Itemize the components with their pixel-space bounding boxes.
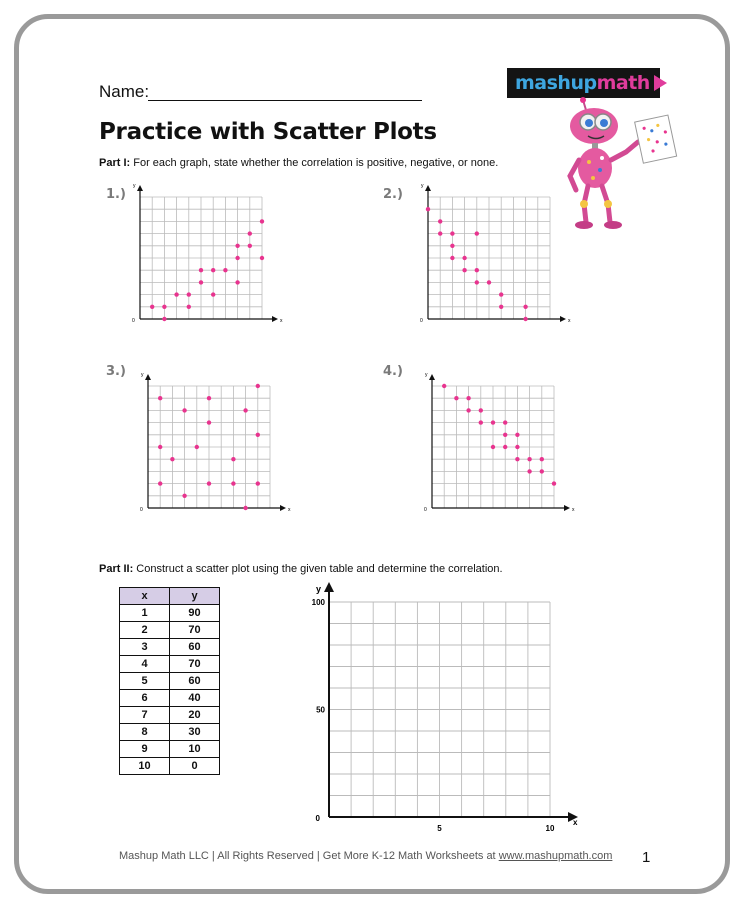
data-point	[438, 219, 442, 223]
question-2-label: 2.)	[383, 187, 403, 202]
data-point	[256, 433, 260, 437]
y-axis-label: y	[133, 183, 136, 189]
table-row	[120, 622, 220, 639]
data-point	[243, 408, 247, 412]
data-point	[199, 280, 203, 284]
footer-link[interactable]: www.mashupmath.com	[498, 850, 613, 862]
data-point	[442, 384, 446, 388]
part2-instructions	[99, 563, 503, 575]
data-point	[260, 256, 264, 260]
table-cell-x: 10	[120, 758, 170, 775]
data-point	[182, 494, 186, 498]
data-point	[466, 396, 470, 400]
data-point	[248, 244, 252, 248]
scatter-plot-2	[418, 183, 571, 328]
logo-math-text: math	[596, 72, 650, 94]
data-point	[235, 280, 239, 284]
question-1-label: 1.)	[106, 187, 126, 202]
x-axis-label: x	[573, 818, 578, 827]
data-point	[527, 469, 531, 473]
data-point	[182, 408, 186, 412]
table-cell-x: 9	[120, 741, 170, 758]
y-tick-label: 100	[311, 598, 325, 607]
table-cell-y: 60	[170, 673, 220, 690]
x-axis-arrow-icon	[560, 316, 566, 322]
table-cell-x: 7	[120, 707, 170, 724]
data-point	[462, 256, 466, 260]
part2-label: Part II:	[99, 563, 134, 575]
x-axis-arrow-icon	[272, 316, 278, 322]
data-point	[503, 445, 507, 449]
scatter-plot-4	[422, 372, 575, 517]
page-title: Practice with Scatter Plots	[99, 119, 437, 145]
data-point	[479, 408, 483, 412]
data-point	[515, 433, 519, 437]
table-cell-y: 20	[170, 707, 220, 724]
y-axis-arrow-icon	[137, 185, 143, 191]
data-point	[223, 268, 227, 272]
question-4-label: 4.)	[383, 364, 403, 379]
data-point	[231, 481, 235, 485]
data-point	[552, 481, 556, 485]
data-point	[503, 433, 507, 437]
data-point	[211, 268, 215, 272]
data-point	[207, 481, 211, 485]
name-label: Name:	[99, 82, 150, 101]
data-point	[195, 445, 199, 449]
y-axis-arrow-icon	[425, 185, 431, 191]
table-header-x: x	[120, 588, 170, 605]
table-cell-y: 70	[170, 622, 220, 639]
data-point	[438, 231, 442, 235]
part1-text: For each graph, state whether the correlation is positive, negative, or none.	[133, 157, 499, 169]
mashupmath-logo	[507, 68, 660, 98]
table-header-row	[120, 588, 220, 605]
data-point	[454, 396, 458, 400]
data-point	[515, 445, 519, 449]
table-cell-y: 30	[170, 724, 220, 741]
table-row	[120, 690, 220, 707]
data-table	[119, 587, 220, 775]
table-cell-x: 6	[120, 690, 170, 707]
y-axis-label: y	[316, 584, 322, 594]
table-row	[120, 707, 220, 724]
data-point	[499, 292, 503, 296]
data-point	[503, 420, 507, 424]
footer	[119, 850, 612, 862]
name-line[interactable]	[148, 100, 422, 101]
footer-text: Mashup Math LLC | All Rights Reserved | Get More K-12 Math Worksheets at	[119, 850, 496, 862]
data-point	[479, 420, 483, 424]
logo-mashup-text: mashup	[515, 72, 597, 94]
table-row	[120, 605, 220, 622]
y-axis-label: y	[141, 372, 144, 378]
table-cell-y: 0	[170, 758, 220, 775]
origin-label: 0	[140, 507, 143, 513]
table-cell-x: 8	[120, 724, 170, 741]
origin-label: 0	[315, 814, 320, 823]
x-axis-arrow-icon	[564, 505, 570, 511]
page-number: 1	[642, 849, 651, 866]
data-point	[450, 244, 454, 248]
robot-mascot-icon	[556, 96, 682, 232]
data-point	[158, 396, 162, 400]
data-point	[426, 207, 430, 211]
data-point	[243, 506, 247, 510]
data-point	[187, 305, 191, 309]
table-cell-y: 90	[170, 605, 220, 622]
table-cell-y: 70	[170, 656, 220, 673]
table-cell-y: 40	[170, 690, 220, 707]
data-point	[162, 317, 166, 321]
part2-text: Construct a scatter plot using the given table and determine the correlation.	[136, 563, 503, 575]
data-point	[158, 481, 162, 485]
table-row	[120, 673, 220, 690]
origin-label: 0	[420, 318, 423, 324]
x-axis-arrow-icon	[280, 505, 286, 511]
data-point	[475, 280, 479, 284]
part1-instructions	[99, 157, 498, 169]
x-axis-label: x	[288, 507, 291, 513]
blank-scatter-plot-grid[interactable]	[305, 577, 590, 837]
data-point	[150, 305, 154, 309]
data-point	[523, 305, 527, 309]
data-point	[256, 384, 260, 388]
data-point	[256, 481, 260, 485]
x-axis-label: x	[572, 507, 575, 513]
table-row	[120, 741, 220, 758]
data-point	[162, 305, 166, 309]
data-point	[462, 268, 466, 272]
data-point	[491, 420, 495, 424]
data-point	[450, 231, 454, 235]
origin-label: 0	[132, 318, 135, 324]
play-icon	[654, 75, 667, 91]
x-axis-label: x	[280, 318, 283, 324]
table-row	[120, 656, 220, 673]
data-point	[231, 457, 235, 461]
data-point	[523, 317, 527, 321]
data-point	[515, 457, 519, 461]
scatter-plot-3	[138, 372, 291, 517]
y-axis-arrow-icon	[145, 374, 151, 380]
data-point	[260, 219, 264, 223]
table-cell-x: 5	[120, 673, 170, 690]
data-point	[248, 231, 252, 235]
data-point	[499, 305, 503, 309]
data-point	[158, 445, 162, 449]
data-point	[211, 292, 215, 296]
data-point	[540, 457, 544, 461]
question-3-label: 3.)	[106, 364, 126, 379]
data-point	[199, 268, 203, 272]
data-point	[527, 457, 531, 461]
data-point	[207, 420, 211, 424]
table-cell-y: 10	[170, 741, 220, 758]
data-point	[450, 256, 454, 260]
table-cell-x: 4	[120, 656, 170, 673]
table-cell-x: 3	[120, 639, 170, 656]
data-point	[187, 292, 191, 296]
table-header-y: y	[170, 588, 220, 605]
data-point	[170, 457, 174, 461]
data-point	[174, 292, 178, 296]
scatter-plot-1	[130, 183, 283, 328]
data-point	[475, 231, 479, 235]
part1-label: Part I:	[99, 157, 131, 169]
y-tick-label: 50	[316, 705, 325, 715]
data-point	[235, 256, 239, 260]
y-axis-arrow-icon	[324, 582, 334, 592]
x-tick-label: 5	[437, 824, 442, 833]
y-axis-arrow-icon	[429, 374, 435, 380]
data-point	[207, 396, 211, 400]
data-point	[540, 469, 544, 473]
table-row	[120, 724, 220, 741]
x-tick-label: 10	[545, 824, 555, 833]
data-point	[491, 445, 495, 449]
table-row	[120, 758, 220, 775]
data-point	[235, 244, 239, 248]
y-axis-label: y	[425, 372, 428, 378]
table-cell-y: 60	[170, 639, 220, 656]
table-cell-x: 2	[120, 622, 170, 639]
origin-label: 0	[424, 507, 427, 513]
x-axis-label: x	[568, 318, 571, 324]
data-point	[475, 268, 479, 272]
data-point	[466, 408, 470, 412]
table-cell-x: 1	[120, 605, 170, 622]
data-point	[487, 280, 491, 284]
table-row	[120, 639, 220, 656]
y-axis-label: y	[421, 183, 424, 189]
